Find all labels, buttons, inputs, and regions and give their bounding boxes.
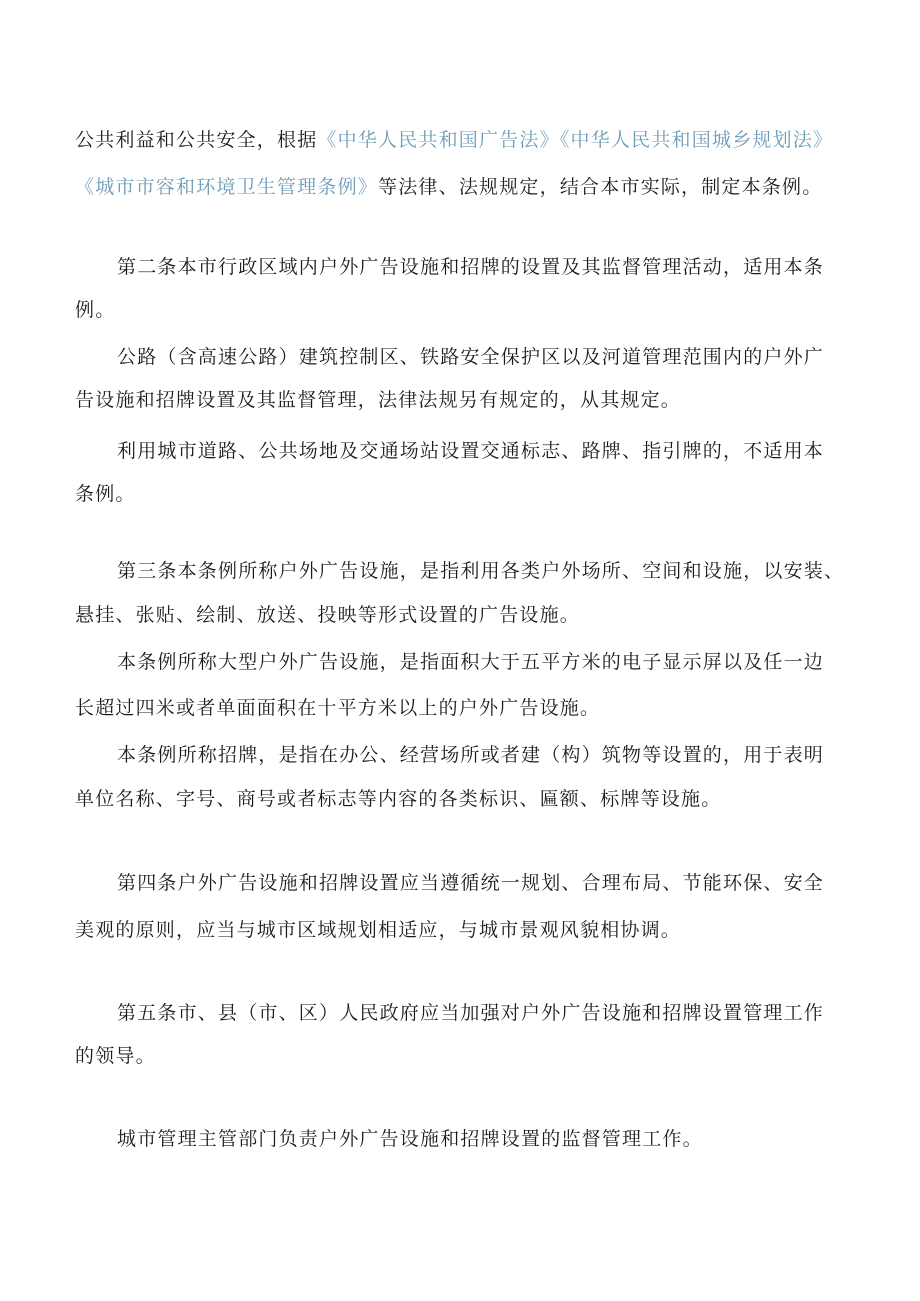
article-3-para-2-line: 长超过四米或者单面面积在十平方米以上的户外广告设施。 xyxy=(75,697,601,719)
article-2-para-2-line: 告设施和招牌设置及其监督管理，法律法规另有规定的，从其规定。 xyxy=(75,389,682,411)
article-4-line: 第四条户外广告设施和招牌设置应当遵循统一规划、合理布局、节能环保、安全 xyxy=(117,872,825,894)
intro-line-1 xyxy=(75,128,833,152)
article-3-para-2-line: 本条例所称大型户外广告设施，是指面积大于五平方米的电子显示屏以及任一边 xyxy=(117,651,825,673)
article-2-para-2-line: 公路（含高速公路）建筑控制区、铁路安全保护区以及河道管理范围内的户外广 xyxy=(117,346,825,368)
article-5-line: 第五条市、县（市、区）人民政府应当加强对户外广告设施和招牌设置管理工作 xyxy=(117,1002,825,1024)
article-3-line: 第三条本条例所称户外广告设施，是指利用各类户外场所、空间和设施，以安装、 xyxy=(117,560,845,582)
article-2-line: 例。 xyxy=(75,299,116,321)
article-5-para-2-line: 城市管理主管部门负责户外广告设施和招牌设置的监督管理工作。 xyxy=(117,1128,703,1150)
article-2-line: 第二条本市行政区域内户外广告设施和招牌的设置及其监督管理活动，适用本条 xyxy=(117,256,825,278)
article-2-para-3-line: 利用城市道路、公共场地及交通场站设置交通标志、路牌、指引牌的，不适用本 xyxy=(117,440,825,462)
article-3-para-3-line: 单位名称、字号、商号或者标志等内容的各类标识、匾额、标牌等设施。 xyxy=(75,788,722,810)
intro-line-2 xyxy=(75,175,822,199)
intro-text: 公共利益和公共安全，根据 xyxy=(75,129,318,151)
article-2-para-3-line: 条例。 xyxy=(75,483,136,505)
urban-rural-planning-law-link[interactable]: 《中华人民共和国城乡规划法》 xyxy=(559,129,834,151)
article-3-line: 悬挂、张贴、绘制、放送、投映等形式设置的广告设施。 xyxy=(75,604,581,626)
city-sanitation-regulation-link[interactable]: 《城市市容和环境卫生管理条例》 xyxy=(75,176,379,198)
advertising-law-link[interactable]: 《中华人民共和国广告法》 xyxy=(317,129,560,151)
article-3-para-3-line: 本条例所称招牌，是指在办公、经营场所或者建（构）筑物等设置的，用于表明 xyxy=(117,744,825,766)
article-4-line: 美观的原则，应当与城市区域规划相适应，与城市景观风貌相协调。 xyxy=(75,919,682,941)
article-5-line: 的领导。 xyxy=(75,1045,156,1067)
intro-text: 等法律、法规规定，结合本市实际，制定本条例。 xyxy=(378,176,823,198)
